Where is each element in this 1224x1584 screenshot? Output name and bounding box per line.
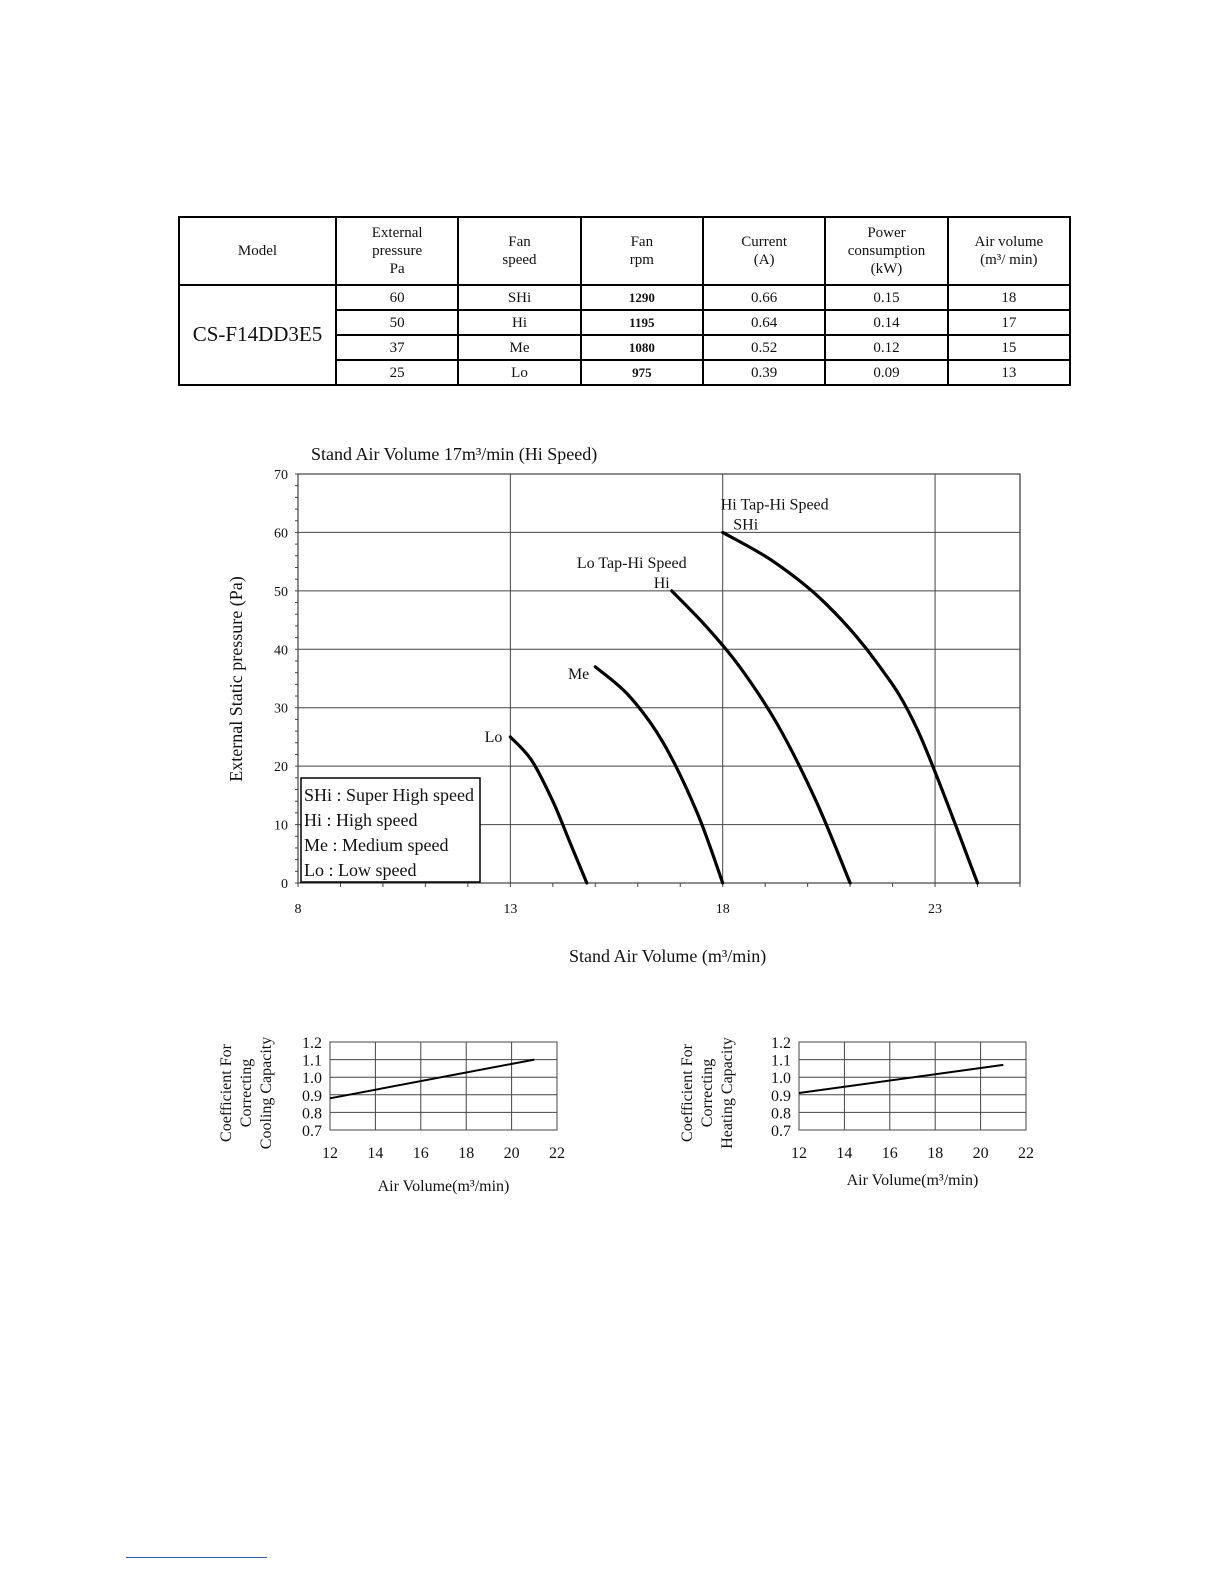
y-tick-label: 0 <box>281 877 288 892</box>
small-series-line <box>330 1060 534 1099</box>
small-y-tick-label: 0.9 <box>771 1087 791 1105</box>
annotation-hi-sub: Hi <box>653 574 670 592</box>
legend-entry: Hi : High speed <box>304 810 418 830</box>
small-y-axis-label: Coefficient For <box>218 1044 235 1142</box>
legend-entry: Me : Medium speed <box>304 835 449 855</box>
speed-cell: Lo <box>458 360 580 385</box>
small-x-tick-label: 14 <box>836 1145 853 1162</box>
current-cell: 0.39 <box>703 360 825 385</box>
small-x-tick-label: 18 <box>927 1145 944 1162</box>
x-tick-label: 18 <box>715 902 730 917</box>
header-line: pressure <box>372 243 423 259</box>
y-tick-label: 70 <box>274 468 288 483</box>
rpm-cell: 1290 <box>581 285 703 310</box>
small-x-tick-label: 20 <box>972 1145 989 1162</box>
power-cell: 0.09 <box>825 360 947 385</box>
small-y-tick-label: 0.8 <box>302 1105 322 1123</box>
small-y-axis-label: Cooling Capacity <box>258 1036 275 1150</box>
air-cell: 18 <box>948 285 1070 310</box>
small-y-tick-label: 1.2 <box>771 1035 791 1052</box>
air-cell: 13 <box>948 360 1070 385</box>
small-x-tick-label: 14 <box>367 1145 384 1162</box>
small-series-line <box>799 1065 1003 1093</box>
y-tick-label: 30 <box>274 701 288 717</box>
small-x-axis-label: Air Volume(m³/min) <box>846 1172 979 1189</box>
annotation-me: Me <box>567 665 590 683</box>
header-line: Model <box>237 243 278 259</box>
annotation-lo: Lo <box>484 728 503 746</box>
header-line: Power <box>867 225 906 241</box>
annotation-shi-sub: SHi <box>733 516 759 534</box>
power-cell: 0.15 <box>825 285 947 310</box>
y-tick-label: 10 <box>274 818 288 834</box>
header-line: External <box>371 225 423 241</box>
current-cell: 0.64 <box>703 310 825 335</box>
y-tick-label: 20 <box>274 760 288 776</box>
header-line: consumption <box>847 243 926 259</box>
small-y-tick-label: 1.2 <box>302 1035 322 1052</box>
air-cell: 15 <box>948 335 1070 360</box>
air-cell: 17 <box>948 310 1070 335</box>
header-line: (A) <box>753 252 775 268</box>
pressure-cell: 50 <box>336 310 458 335</box>
small-y-tick-label: 1.1 <box>302 1052 322 1070</box>
y-tick-label: 40 <box>274 643 288 659</box>
header-line: (m³/ min) <box>980 252 1038 268</box>
small-y-tick-label: 0.7 <box>302 1123 322 1140</box>
header-line: Current <box>741 234 788 250</box>
annotation-shi: Hi Tap-Hi Speed <box>720 496 829 514</box>
small-x-tick-label: 22 <box>549 1145 565 1162</box>
chart-title: Stand Air Volume 17m³/min (Hi Speed) <box>311 444 598 464</box>
small-y-axis-label: Correcting <box>699 1058 716 1128</box>
header-line: rpm <box>629 252 654 268</box>
power-cell: 0.14 <box>825 310 947 335</box>
series-line-me <box>595 667 722 883</box>
pressure-cell: 25 <box>336 360 458 385</box>
small-x-tick-label: 12 <box>791 1145 807 1162</box>
footer-rule <box>126 1557 267 1558</box>
small-y-axis-label: Heating Capacity <box>719 1037 736 1149</box>
pressure-cell: 37 <box>336 335 458 360</box>
y-tick-label: 60 <box>274 526 288 542</box>
power-cell: 0.12 <box>825 335 947 360</box>
small-y-axis-label: Correcting <box>238 1058 255 1128</box>
small-y-tick-label: 1.0 <box>302 1070 322 1088</box>
header-line: (kW) <box>870 261 903 277</box>
small-x-tick-label: 16 <box>412 1145 429 1162</box>
small-x-tick-label: 18 <box>458 1145 475 1162</box>
header-line: Fan <box>508 234 531 250</box>
small-y-tick-label: 0.7 <box>771 1123 791 1140</box>
speed-cell: Me <box>458 335 580 360</box>
legend-entry: Lo : Low speed <box>304 860 417 880</box>
small-y-tick-label: 0.9 <box>302 1087 322 1105</box>
small-x-tick-label: 12 <box>322 1145 338 1162</box>
header-line: Pa <box>389 261 405 277</box>
legend-entry: SHi : Super High speed <box>304 785 474 805</box>
small-x-tick-label: 22 <box>1018 1145 1034 1162</box>
y-tick-label: 50 <box>274 584 288 600</box>
small-y-tick-label: 0.8 <box>771 1105 791 1123</box>
pressure-cell: 60 <box>336 285 458 310</box>
rpm-cell: 1080 <box>581 335 703 360</box>
small-x-tick-label: 20 <box>503 1145 520 1162</box>
x-tick-label: 23 <box>928 902 943 917</box>
rpm-cell: 975 <box>581 360 703 385</box>
header-line: Air volume <box>974 234 1044 250</box>
x-axis-label: Stand Air Volume (m³/min) <box>569 946 767 966</box>
series-line-lo <box>510 737 586 883</box>
header-line: speed <box>502 252 537 268</box>
small-plot-frame <box>330 1042 557 1130</box>
header-line: Fan <box>630 234 654 250</box>
small-plot-frame <box>799 1042 1026 1130</box>
current-cell: 0.66 <box>703 285 825 310</box>
x-tick-label: 13 <box>503 902 518 917</box>
small-y-tick-label: 1.1 <box>771 1052 791 1070</box>
model-cell: CS-F14DD3E5 <box>179 285 336 385</box>
series-line-hi <box>672 591 850 883</box>
y-axis-label: External Static pressure (Pa) <box>226 576 246 782</box>
current-cell: 0.52 <box>703 335 825 360</box>
small-y-axis-label: Coefficient For <box>679 1044 696 1142</box>
small-x-axis-label: Air Volume(m³/min) <box>377 1178 510 1195</box>
x-tick-label: 8 <box>294 902 302 917</box>
annotation-hi: Lo Tap-Hi Speed <box>576 554 687 572</box>
small-x-tick-label: 16 <box>881 1145 898 1162</box>
speed-cell: SHi <box>458 285 580 310</box>
rpm-cell: 1195 <box>581 310 703 335</box>
speed-cell: Hi <box>458 310 580 335</box>
small-y-tick-label: 1.0 <box>771 1070 791 1088</box>
